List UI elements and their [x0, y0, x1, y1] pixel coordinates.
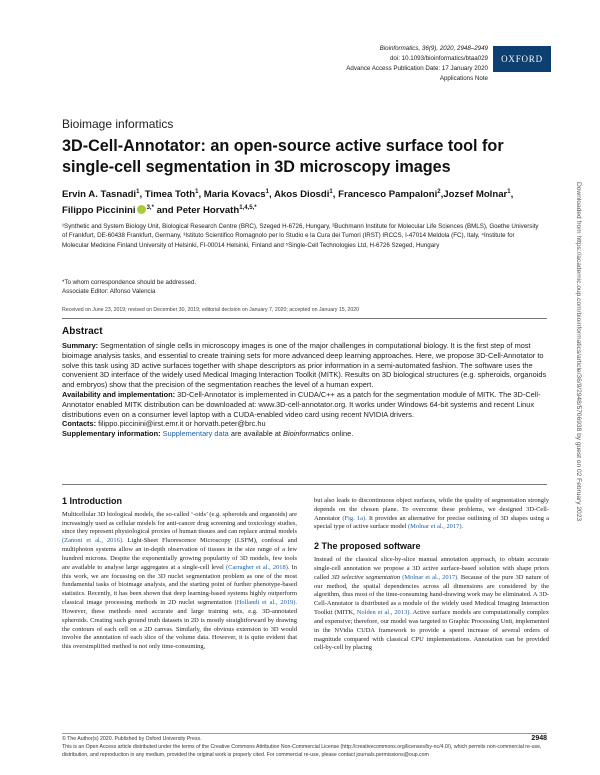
availability-text: 3D-Cell-Annotator is implemented in CUDA/C++ as a patch for the segmentation module of MITK. The 3D-Cell-Annotator enabled MITK distribution can be downloaded at: www.3D-cell-annotator.org. It works under Windows 64-bit systems and recent Linux distributions even on a consumer level laptop with a CUDA-enabled video card using recent NVIDIA drivers.: [62, 389, 541, 419]
author-separator: ,: [332, 189, 339, 201]
availability-label: Availability and implementation:: [62, 389, 176, 399]
author-affiliation-marker: 1: [507, 189, 511, 195]
author-affiliation-marker: 3,*: [146, 204, 154, 211]
intro-text-2: Light-Sheet Fluorescence Microscopy (LSFM), confocal and multiphoton systems allow an in-depth observation of tissues in the size range of a few hundred microns. Despite the exponentially growing popularity of 3D models, few tools are available to analyse large aggregates at a single-cell level: [62, 537, 298, 571]
page-number: 2948: [531, 735, 547, 742]
author-name: Francesco Pampaloni: [338, 189, 438, 201]
download-watermark: Downloaded from https://academic.oup.com/bioinformatics/article/36/9/2948/5706938 by guest on 02 February 2023: [575, 182, 582, 522]
affiliations: ¹Synthetic and System Biology Unit, Biological Research Centre (BRC), Szeged H-6726, Hungary, ²Buchmann Institute for Molecular Life Sciences (BMLS), Goethe University of Frankfurt, DE-60438 Frankfurt, Germany, ³Istituto Scientifico Romagnolo per lo Studio e la Cura dei Tumori (IRST) IRCCS, I-47014 Meldola (FC), Italy, ⁴Institute for Molecular Medicine Finland University of Helsinki, FI-00014 Helsinki, Finland and ⁵Single-Cell Technologies Ltd, H-6726 Szeged, Hungary: [62, 223, 539, 249]
author-affiliation-marker: 1: [136, 189, 140, 195]
author-name: Filippo Piccinini: [62, 204, 136, 216]
copyright: © The Author(s) 2020. Published by Oxford University Press.: [62, 736, 202, 742]
author-name: Peter Horvath: [176, 204, 240, 216]
correspondence-block: [62, 278, 542, 297]
author-separator: and: [153, 204, 177, 216]
article-title: 3D-Cell-Annotator: an open-source active surface tool for single-cell segmentation in 3D microscopy images: [62, 137, 504, 176]
doi-link[interactable]: doi: 10.1093/bioinformatics/btaa029: [389, 55, 488, 62]
supplementary-journal: Bioinformatics: [283, 429, 330, 439]
oxford-logo: OXFORD: [493, 46, 551, 72]
journal-citation: Bioinformatics, 36(9), 2020, 2948–2949: [379, 45, 488, 52]
body-text-2: It provides an alternative for precise outlining of 3D shapes using a special type of active surface model: [314, 514, 550, 531]
author-separator: ,: [268, 189, 274, 201]
author-list: [62, 186, 547, 217]
continued-paragraph: [314, 497, 549, 532]
license-text: This is an Open Access article distributed under the terms of the Creative Commons Attribution Non-Commercial License (http://creativecommons.org/licenses/by-nc/4.0/), which permits non-commercial re-use, distribution, and reproduction in any medium, provided the original work is properly cited. For commercial re-use, please contact journals.permissions@oup.com: [62, 743, 542, 758]
author-name: Timea Toth: [144, 189, 196, 201]
supplementary-label: Supplementary information:: [62, 429, 161, 439]
author-name: Maria Kovacs: [203, 189, 266, 201]
supplementary-data-link[interactable]: Supplementary data: [162, 429, 229, 439]
advance-access-date: Advance Access Publication Date: 17 January 2020: [346, 65, 488, 72]
contacts-label: Contacts:: [62, 419, 97, 429]
associate-editor: Associate Editor: Alfonso Valencia: [62, 288, 156, 296]
citation-link[interactable]: (Molnar et al., 2017).: [402, 573, 459, 581]
body-text-4: Because of the pure 3D nature of our method, the spatial dependencies across all dimensions are considered by the algorithm, thus most of the time-consuming hand-drawing work may be eliminated. A 3D-Cell-Annotator is distributed as a module of the widely used Medical Imaging Interaction Toolkit (MITK,: [314, 573, 550, 617]
intro-text-3: In this work, we are focussing on the 3D nuclei segmentation problem as one of the most fundamental tasks of bioimage analysis, and the starting point of further phenotype-based statistics. Recently, it has been shown that deep learning-based systems highly outperform classical image processing methods in 2D nuclei segmentation: [62, 563, 298, 607]
intro-heading: 1 Introduction: [62, 496, 122, 506]
software-paragraph: [314, 556, 549, 653]
abstract-summary: [62, 341, 547, 390]
divider: [62, 318, 547, 319]
author-affiliation-marker: 1: [265, 189, 269, 195]
intro-column: [62, 497, 297, 652]
article-type: Applications Note: [439, 75, 488, 82]
author-name: Akos Diosdi: [273, 189, 330, 201]
method-name: 3D selective segmentation: [331, 573, 401, 581]
author-separator: ,: [510, 189, 514, 201]
intro-text-4: However, these methods need accurate and large training sets, e.g. 3D-annotated spheroids. Creating such ground truth datasets in 2D is mostly straightforward by drawing the contours of each cell on a 2D canvas. Similarly, the obvious extension to 3D would involve the annotation of each slice of the volume data. However, it is quite evident that this oversimplified method is not only time-consuming,: [62, 607, 297, 651]
author-separator: ,: [440, 189, 444, 201]
citation-link[interactable]: (Molnar et al., 2017).: [408, 523, 464, 531]
author-name: Ervin A. Tasnadi: [62, 189, 137, 201]
figure-link[interactable]: (Fig. 1a).: [342, 514, 367, 522]
correspondence-note: *To whom correspondence should be addressed.: [62, 279, 197, 286]
software-heading: 2 The proposed software: [314, 541, 421, 552]
received-dates: Received on June 23, 2019; revised on December 30, 2019; editorial decision on January 7, 2020; accepted on January 15, 2020: [62, 307, 360, 313]
author-affiliation-marker: 1: [195, 189, 199, 195]
author-separator: ,: [198, 189, 204, 201]
author-name: Jozsef Molnar: [443, 189, 508, 201]
abstract-availability: [62, 390, 547, 419]
abstract-supplementary: [62, 429, 547, 439]
body-text-3: Instead of the classical slice-by-slice manual annotation approach, to obtain accurate single-cell annotation we propose a 3D active surface-based solution with shape priors called: [314, 556, 549, 581]
summary-text: Segmentation of single cells in microscopy images is one of the major challenges in computational biology. It is the first step of most bioimage analysis tasks, and essential to create training sets for more advanced deep learning approaches. Here, we propose 3D-Cell-Annotator to solve this task using 3D active surfaces together with shape descriptors as prior information in a semi-automated fashion. The software uses the convenient 3D interface of the widely used Medical Imaging Interaction Toolkit (MITK). Results on 3D biological structures (e.g. spheroids, organoids and embryos) show that the precision of the segmentation reaches the level of a human expert.: [62, 341, 547, 390]
contacts-emails[interactable]: filippo.piccinini@irst.emr.it or horvath.peter@brc.hu: [98, 419, 266, 429]
supplementary-pre: are available at: [230, 429, 281, 439]
body-text-1: but also leads to discontinuous object surfaces, while the quality of segmentation strongly depends on the chosen plane. To overcome these problems, we designed 3D-Cell-Annotator: [314, 497, 549, 522]
summary-label: Summary:: [62, 341, 99, 350]
citation-link[interactable]: Nolden et al., 2013).: [356, 609, 411, 617]
citation-link[interactable]: (Zanoni et al., 2016).: [62, 537, 124, 545]
abstract-heading: Abstract: [62, 326, 103, 337]
divider: [62, 484, 547, 485]
abstract-contacts: [62, 419, 547, 429]
footer-divider: [62, 733, 547, 734]
footer: [62, 736, 547, 759]
section-label: Bioimage informatics: [62, 117, 174, 131]
citation-link[interactable]: (Hollandi et al., 2019).: [234, 599, 298, 607]
journal-header: [346, 44, 488, 84]
intro-paragraph: [62, 511, 297, 652]
body-text-5: Active surface models are computationally complex and expensive; therefore, our model was targeted to Graphic Processing Unit, implemented in the NVidia CUDA framework to provide a speed increase of several orders of magnitude compared with classical CPU implementations. Annotation can be provided cell-by-cell by placing: [314, 609, 550, 652]
abstract-body: [62, 341, 547, 439]
author-affiliation-marker: 1: [329, 189, 333, 195]
citation-link[interactable]: (Carragher et al., 2018).: [226, 563, 290, 571]
software-column: [314, 497, 549, 653]
supplementary-post: online.: [331, 429, 354, 439]
intro-text-1: Multicellular 3D biological models, the so-called ‘-oids’ (e.g. spheroids and organoids) are increasingly used as cellular models for anti-cancer drug screening and toxicology studies, since they represent physiological proxies of human tissues and can replace animal models: [62, 510, 297, 536]
author-affiliation-marker: 1,4,5,*: [239, 204, 257, 211]
orcid-icon[interactable]: [137, 205, 146, 214]
author-separator: ,: [139, 189, 145, 201]
author-affiliation-marker: 2: [437, 189, 441, 195]
